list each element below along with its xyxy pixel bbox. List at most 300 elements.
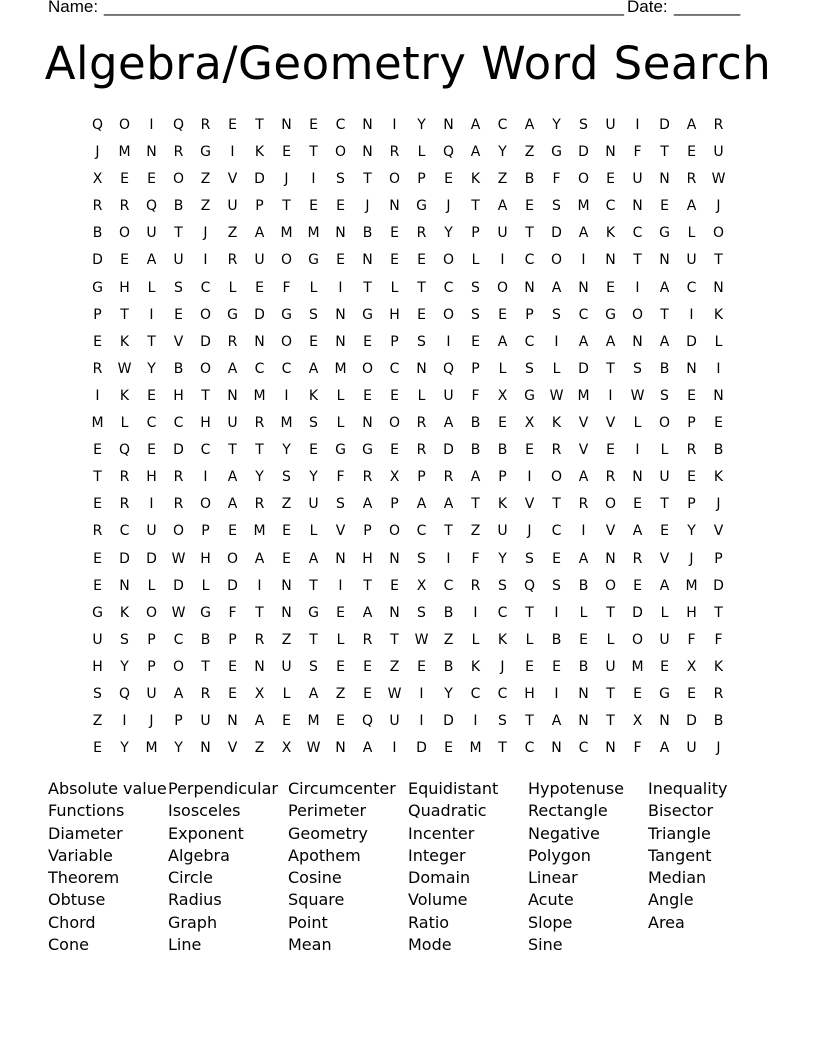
- grid-letter[interactable]: A: [173, 685, 184, 702]
- grid-letter[interactable]: K: [605, 225, 616, 242]
- grid-letter[interactable]: Z: [335, 685, 346, 702]
- grid-letter[interactable]: E: [147, 171, 156, 188]
- grid-letter[interactable]: E: [336, 604, 345, 621]
- grid-letter[interactable]: D: [254, 306, 265, 323]
- grid-letter[interactable]: L: [687, 225, 696, 242]
- grid-letter[interactable]: Q: [172, 117, 185, 133]
- grid-letter[interactable]: R: [119, 198, 130, 215]
- grid-letter[interactable]: V: [659, 550, 670, 567]
- grid-letter[interactable]: W: [171, 604, 186, 621]
- grid-letter[interactable]: E: [363, 387, 372, 404]
- grid-letter[interactable]: R: [227, 333, 238, 350]
- grid-letter[interactable]: T: [120, 306, 129, 323]
- grid-letter[interactable]: A: [308, 685, 319, 702]
- grid-letter[interactable]: G: [659, 685, 670, 702]
- grid-letter[interactable]: C: [605, 198, 616, 215]
- grid-letter[interactable]: N: [632, 198, 643, 215]
- grid-letter[interactable]: I: [554, 333, 559, 350]
- grid-letter[interactable]: C: [578, 306, 589, 323]
- grid-letter[interactable]: B: [470, 415, 481, 432]
- grid-letter[interactable]: E: [228, 685, 237, 702]
- grid-letter[interactable]: T: [255, 442, 264, 459]
- grid-letter[interactable]: Q: [442, 144, 455, 161]
- grid-letter[interactable]: J: [446, 198, 451, 215]
- grid-letter[interactable]: N: [389, 198, 400, 215]
- grid-letter[interactable]: H: [119, 279, 130, 296]
- grid-letter[interactable]: J: [716, 740, 721, 757]
- grid-letter[interactable]: L: [471, 252, 480, 269]
- grid-letter[interactable]: N: [578, 279, 589, 296]
- grid-letter[interactable]: Z: [200, 171, 211, 188]
- grid-letter[interactable]: T: [93, 469, 102, 486]
- grid-letter[interactable]: U: [497, 225, 508, 242]
- grid-letter[interactable]: A: [308, 550, 319, 567]
- grid-letter[interactable]: E: [336, 198, 345, 215]
- grid-letter[interactable]: R: [119, 469, 130, 486]
- grid-letter[interactable]: Z: [443, 631, 454, 648]
- grid-letter[interactable]: N: [524, 279, 535, 296]
- grid-letter[interactable]: D: [551, 225, 562, 242]
- grid-letter[interactable]: O: [172, 658, 185, 675]
- grid-letter[interactable]: B: [443, 658, 454, 675]
- grid-letter[interactable]: L: [228, 279, 237, 296]
- grid-letter[interactable]: W: [117, 360, 132, 377]
- grid-letter[interactable]: I: [311, 171, 316, 188]
- grid-letter[interactable]: D: [254, 171, 265, 188]
- grid-letter[interactable]: T: [228, 442, 237, 459]
- grid-letter[interactable]: E: [93, 496, 102, 513]
- grid-letter[interactable]: L: [471, 631, 480, 648]
- grid-letter[interactable]: U: [605, 117, 616, 133]
- grid-letter[interactable]: N: [281, 117, 292, 133]
- grid-letter[interactable]: J: [284, 171, 289, 188]
- grid-letter[interactable]: E: [525, 658, 534, 675]
- grid-letter[interactable]: T: [714, 604, 723, 621]
- grid-letter[interactable]: G: [362, 306, 373, 323]
- grid-letter[interactable]: A: [227, 469, 238, 486]
- grid-letter[interactable]: A: [578, 550, 589, 567]
- grid-letter[interactable]: X: [632, 713, 643, 730]
- grid-letter[interactable]: Y: [147, 360, 156, 377]
- grid-letter[interactable]: M: [577, 387, 590, 404]
- grid-letter[interactable]: O: [550, 252, 563, 269]
- grid-letter[interactable]: F: [471, 387, 480, 404]
- grid-letter[interactable]: L: [201, 577, 210, 594]
- grid-letter[interactable]: M: [577, 198, 590, 215]
- grid-letter[interactable]: R: [200, 685, 211, 702]
- grid-letter[interactable]: G: [308, 252, 319, 269]
- grid-letter[interactable]: E: [120, 171, 129, 188]
- grid-letter[interactable]: E: [93, 442, 102, 459]
- grid-letter[interactable]: M: [307, 225, 320, 242]
- grid-letter[interactable]: R: [173, 469, 184, 486]
- grid-letter[interactable]: W: [630, 387, 645, 404]
- grid-letter[interactable]: N: [362, 252, 373, 269]
- grid-letter[interactable]: L: [147, 577, 156, 594]
- grid-letter[interactable]: C: [200, 442, 211, 459]
- grid-letter[interactable]: J: [689, 550, 694, 567]
- grid-letter[interactable]: S: [309, 658, 318, 675]
- grid-letter[interactable]: I: [446, 550, 451, 567]
- grid-letter[interactable]: Y: [498, 144, 507, 161]
- grid-letter[interactable]: H: [362, 550, 373, 567]
- grid-letter[interactable]: F: [633, 740, 642, 757]
- grid-letter[interactable]: W: [711, 171, 726, 188]
- grid-letter[interactable]: C: [119, 523, 130, 540]
- grid-letter[interactable]: T: [498, 740, 507, 757]
- grid-letter[interactable]: E: [714, 415, 723, 432]
- grid-letter[interactable]: N: [443, 117, 454, 133]
- grid-letter[interactable]: E: [228, 117, 237, 133]
- grid-letter[interactable]: I: [689, 306, 694, 323]
- grid-letter[interactable]: I: [635, 279, 640, 296]
- grid-letter[interactable]: K: [254, 144, 265, 161]
- grid-letter[interactable]: Q: [145, 198, 158, 215]
- grid-letter[interactable]: I: [203, 469, 208, 486]
- grid-letter[interactable]: H: [173, 387, 184, 404]
- grid-letter[interactable]: E: [390, 577, 399, 594]
- grid-letter[interactable]: A: [686, 198, 697, 215]
- grid-letter[interactable]: M: [253, 523, 266, 540]
- grid-letter[interactable]: C: [497, 685, 508, 702]
- grid-letter[interactable]: X: [281, 740, 292, 757]
- grid-letter[interactable]: H: [200, 415, 211, 432]
- grid-letter[interactable]: E: [309, 442, 318, 459]
- grid-letter[interactable]: U: [173, 252, 184, 269]
- grid-letter[interactable]: D: [416, 740, 427, 757]
- grid-letter[interactable]: T: [417, 279, 426, 296]
- grid-letter[interactable]: T: [255, 604, 264, 621]
- grid-letter[interactable]: A: [497, 198, 508, 215]
- grid-letter[interactable]: Z: [497, 171, 508, 188]
- grid-letter[interactable]: E: [444, 740, 453, 757]
- grid-letter[interactable]: A: [308, 360, 319, 377]
- grid-letter[interactable]: A: [659, 333, 670, 350]
- grid-letter[interactable]: I: [338, 577, 343, 594]
- grid-letter[interactable]: E: [525, 198, 534, 215]
- grid-letter[interactable]: R: [254, 631, 265, 648]
- grid-letter[interactable]: V: [713, 523, 724, 540]
- grid-letter[interactable]: A: [578, 469, 589, 486]
- grid-letter[interactable]: Q: [361, 713, 374, 730]
- grid-letter[interactable]: S: [336, 496, 345, 513]
- grid-letter[interactable]: T: [525, 713, 534, 730]
- grid-letter[interactable]: G: [416, 198, 427, 215]
- grid-letter[interactable]: E: [93, 740, 102, 757]
- grid-letter[interactable]: D: [119, 550, 130, 567]
- grid-letter[interactable]: S: [660, 387, 669, 404]
- grid-letter[interactable]: R: [713, 117, 724, 133]
- grid-letter[interactable]: R: [416, 442, 427, 459]
- grid-letter[interactable]: E: [336, 252, 345, 269]
- grid-letter[interactable]: T: [363, 577, 372, 594]
- grid-letter[interactable]: E: [687, 144, 696, 161]
- grid-letter[interactable]: T: [201, 387, 210, 404]
- grid-letter[interactable]: J: [149, 713, 154, 730]
- grid-letter[interactable]: Q: [118, 685, 131, 702]
- grid-letter[interactable]: A: [443, 496, 454, 513]
- grid-letter[interactable]: U: [92, 631, 103, 648]
- grid-letter[interactable]: L: [417, 387, 426, 404]
- grid-letter[interactable]: I: [527, 469, 532, 486]
- grid-letter[interactable]: N: [659, 713, 670, 730]
- grid-letter[interactable]: C: [686, 279, 697, 296]
- grid-letter[interactable]: C: [578, 740, 589, 757]
- grid-letter[interactable]: D: [632, 604, 643, 621]
- grid-letter[interactable]: K: [119, 333, 130, 350]
- grid-letter[interactable]: S: [336, 171, 345, 188]
- grid-letter[interactable]: Y: [444, 225, 453, 242]
- grid-letter[interactable]: U: [713, 144, 724, 161]
- grid-letter[interactable]: E: [525, 442, 534, 459]
- grid-letter[interactable]: A: [254, 550, 265, 567]
- grid-letter[interactable]: P: [390, 333, 399, 350]
- grid-letter[interactable]: J: [95, 144, 100, 161]
- grid-letter[interactable]: V: [524, 496, 535, 513]
- grid-letter[interactable]: N: [578, 685, 589, 702]
- grid-letter[interactable]: J: [500, 658, 505, 675]
- grid-letter[interactable]: G: [308, 604, 319, 621]
- grid-letter[interactable]: T: [471, 496, 480, 513]
- grid-letter[interactable]: M: [253, 387, 266, 404]
- grid-letter[interactable]: E: [228, 658, 237, 675]
- grid-letter[interactable]: Y: [120, 658, 129, 675]
- grid-letter[interactable]: M: [145, 740, 158, 757]
- grid-letter[interactable]: N: [335, 740, 346, 757]
- grid-letter[interactable]: T: [525, 604, 534, 621]
- grid-letter[interactable]: O: [388, 523, 401, 540]
- grid-letter[interactable]: E: [93, 550, 102, 567]
- grid-letter[interactable]: E: [336, 713, 345, 730]
- grid-letter[interactable]: I: [473, 713, 478, 730]
- date-blank[interactable]: _______: [674, 0, 741, 16]
- grid-letter[interactable]: N: [254, 333, 265, 350]
- grid-letter[interactable]: T: [282, 198, 291, 215]
- grid-letter[interactable]: E: [552, 550, 561, 567]
- grid-letter[interactable]: I: [608, 387, 613, 404]
- grid-letter[interactable]: I: [284, 387, 289, 404]
- grid-letter[interactable]: T: [714, 252, 723, 269]
- grid-letter[interactable]: M: [118, 144, 131, 161]
- grid-letter[interactable]: S: [309, 415, 318, 432]
- grid-letter[interactable]: O: [604, 577, 617, 594]
- grid-letter[interactable]: R: [470, 577, 481, 594]
- grid-letter[interactable]: F: [471, 550, 480, 567]
- grid-letter[interactable]: G: [200, 604, 211, 621]
- grid-letter[interactable]: N: [200, 740, 211, 757]
- grid-letter[interactable]: E: [660, 198, 669, 215]
- grid-letter[interactable]: R: [92, 198, 103, 215]
- grid-letter[interactable]: N: [605, 144, 616, 161]
- grid-letter[interactable]: Y: [309, 469, 318, 486]
- grid-letter[interactable]: T: [660, 306, 669, 323]
- grid-letter[interactable]: A: [146, 252, 157, 269]
- grid-letter[interactable]: O: [604, 496, 617, 513]
- name-blank[interactable]: _______________________________________________________: [104, 0, 625, 16]
- grid-letter[interactable]: I: [554, 685, 559, 702]
- grid-letter[interactable]: V: [605, 415, 616, 432]
- grid-letter[interactable]: D: [713, 577, 724, 594]
- grid-letter[interactable]: I: [419, 713, 424, 730]
- grid-letter[interactable]: E: [633, 685, 642, 702]
- grid-letter[interactable]: A: [254, 225, 265, 242]
- grid-letter[interactable]: J: [203, 225, 208, 242]
- grid-letter[interactable]: B: [713, 713, 724, 730]
- grid-letter[interactable]: D: [578, 144, 589, 161]
- grid-letter[interactable]: D: [686, 713, 697, 730]
- grid-letter[interactable]: L: [660, 442, 669, 459]
- grid-letter[interactable]: E: [282, 713, 291, 730]
- grid-letter[interactable]: H: [686, 604, 697, 621]
- grid-letter[interactable]: N: [659, 252, 670, 269]
- grid-letter[interactable]: O: [388, 171, 401, 188]
- grid-letter[interactable]: E: [336, 658, 345, 675]
- grid-letter[interactable]: E: [552, 658, 561, 675]
- grid-letter[interactable]: Y: [255, 469, 264, 486]
- grid-letter[interactable]: S: [120, 631, 129, 648]
- grid-letter[interactable]: U: [227, 415, 238, 432]
- grid-letter[interactable]: Z: [92, 713, 103, 730]
- grid-letter[interactable]: L: [309, 523, 318, 540]
- grid-letter[interactable]: O: [442, 306, 455, 323]
- grid-letter[interactable]: O: [172, 523, 185, 540]
- grid-letter[interactable]: R: [200, 117, 211, 133]
- grid-letter[interactable]: O: [496, 279, 509, 296]
- grid-letter[interactable]: P: [471, 225, 480, 242]
- grid-letter[interactable]: E: [417, 658, 426, 675]
- grid-letter[interactable]: D: [659, 117, 670, 133]
- grid-letter[interactable]: N: [551, 740, 562, 757]
- grid-letter[interactable]: G: [200, 144, 211, 161]
- grid-letter[interactable]: O: [712, 225, 725, 242]
- grid-letter[interactable]: T: [363, 171, 372, 188]
- grid-letter[interactable]: U: [443, 387, 454, 404]
- grid-letter[interactable]: B: [173, 360, 184, 377]
- grid-letter[interactable]: N: [335, 225, 346, 242]
- grid-letter[interactable]: E: [363, 658, 372, 675]
- grid-letter[interactable]: N: [578, 713, 589, 730]
- grid-letter[interactable]: E: [255, 279, 264, 296]
- grid-letter[interactable]: N: [632, 333, 643, 350]
- grid-letter[interactable]: U: [686, 740, 697, 757]
- grid-letter[interactable]: E: [606, 279, 615, 296]
- grid-letter[interactable]: U: [146, 685, 157, 702]
- grid-letter[interactable]: O: [577, 171, 590, 188]
- grid-letter[interactable]: C: [173, 631, 184, 648]
- grid-letter[interactable]: C: [443, 279, 454, 296]
- grid-letter[interactable]: U: [632, 171, 643, 188]
- grid-letter[interactable]: U: [686, 252, 697, 269]
- grid-letter[interactable]: O: [361, 360, 374, 377]
- grid-letter[interactable]: U: [605, 658, 616, 675]
- grid-letter[interactable]: M: [280, 415, 293, 432]
- grid-letter[interactable]: C: [416, 523, 427, 540]
- grid-letter[interactable]: E: [174, 306, 183, 323]
- grid-letter[interactable]: G: [524, 387, 535, 404]
- grid-letter[interactable]: C: [497, 117, 508, 133]
- grid-letter[interactable]: U: [254, 252, 265, 269]
- grid-letter[interactable]: T: [606, 360, 615, 377]
- grid-letter[interactable]: D: [146, 550, 157, 567]
- grid-letter[interactable]: A: [524, 117, 535, 133]
- grid-letter[interactable]: E: [147, 442, 156, 459]
- grid-letter[interactable]: A: [362, 740, 373, 757]
- grid-letter[interactable]: L: [336, 415, 345, 432]
- grid-letter[interactable]: X: [416, 577, 427, 594]
- grid-letter[interactable]: R: [443, 469, 454, 486]
- grid-letter[interactable]: E: [687, 469, 696, 486]
- grid-letter[interactable]: S: [498, 713, 507, 730]
- grid-letter[interactable]: S: [552, 577, 561, 594]
- grid-letter[interactable]: J: [365, 198, 370, 215]
- grid-letter[interactable]: D: [227, 577, 238, 594]
- grid-letter[interactable]: H: [524, 685, 535, 702]
- grid-letter[interactable]: K: [713, 658, 724, 675]
- grid-letter[interactable]: S: [93, 685, 102, 702]
- grid-letter[interactable]: P: [687, 415, 696, 432]
- grid-letter[interactable]: U: [497, 523, 508, 540]
- grid-letter[interactable]: A: [470, 469, 481, 486]
- grid-letter[interactable]: C: [254, 360, 265, 377]
- grid-letter[interactable]: R: [389, 144, 400, 161]
- grid-letter[interactable]: M: [280, 225, 293, 242]
- grid-letter[interactable]: U: [200, 713, 211, 730]
- grid-letter[interactable]: I: [554, 604, 559, 621]
- grid-letter[interactable]: O: [442, 252, 455, 269]
- grid-letter[interactable]: L: [282, 685, 291, 702]
- grid-letter[interactable]: N: [254, 658, 265, 675]
- grid-letter[interactable]: O: [226, 550, 239, 567]
- grid-letter[interactable]: D: [443, 442, 454, 459]
- grid-letter[interactable]: L: [579, 604, 588, 621]
- grid-letter[interactable]: P: [147, 658, 156, 675]
- grid-letter[interactable]: T: [309, 577, 318, 594]
- grid-letter[interactable]: I: [500, 252, 505, 269]
- grid-letter[interactable]: S: [552, 306, 561, 323]
- grid-letter[interactable]: B: [578, 577, 589, 594]
- grid-letter[interactable]: U: [308, 496, 319, 513]
- grid-letter[interactable]: E: [417, 252, 426, 269]
- grid-letter[interactable]: P: [174, 713, 183, 730]
- grid-letter[interactable]: L: [120, 415, 129, 432]
- grid-letter[interactable]: L: [660, 604, 669, 621]
- grid-letter[interactable]: E: [282, 523, 291, 540]
- grid-letter[interactable]: M: [469, 740, 482, 757]
- grid-letter[interactable]: A: [551, 279, 562, 296]
- grid-letter[interactable]: L: [633, 415, 642, 432]
- grid-letter[interactable]: E: [363, 685, 372, 702]
- grid-letter[interactable]: P: [714, 550, 723, 567]
- grid-letter[interactable]: L: [525, 631, 534, 648]
- grid-letter[interactable]: D: [200, 333, 211, 350]
- grid-letter[interactable]: O: [388, 415, 401, 432]
- grid-letter[interactable]: N: [632, 469, 643, 486]
- grid-letter[interactable]: V: [578, 442, 589, 459]
- grid-letter[interactable]: O: [280, 333, 293, 350]
- grid-letter[interactable]: G: [362, 442, 373, 459]
- grid-letter[interactable]: I: [149, 117, 154, 133]
- grid-letter[interactable]: T: [363, 279, 372, 296]
- grid-letter[interactable]: T: [606, 604, 615, 621]
- grid-letter[interactable]: R: [362, 631, 373, 648]
- grid-letter[interactable]: E: [390, 387, 399, 404]
- grid-letter[interactable]: R: [605, 469, 616, 486]
- grid-letter[interactable]: E: [633, 496, 642, 513]
- grid-letter[interactable]: W: [414, 631, 429, 648]
- grid-letter[interactable]: Z: [227, 225, 238, 242]
- grid-letter[interactable]: F: [282, 279, 291, 296]
- grid-letter[interactable]: B: [443, 604, 454, 621]
